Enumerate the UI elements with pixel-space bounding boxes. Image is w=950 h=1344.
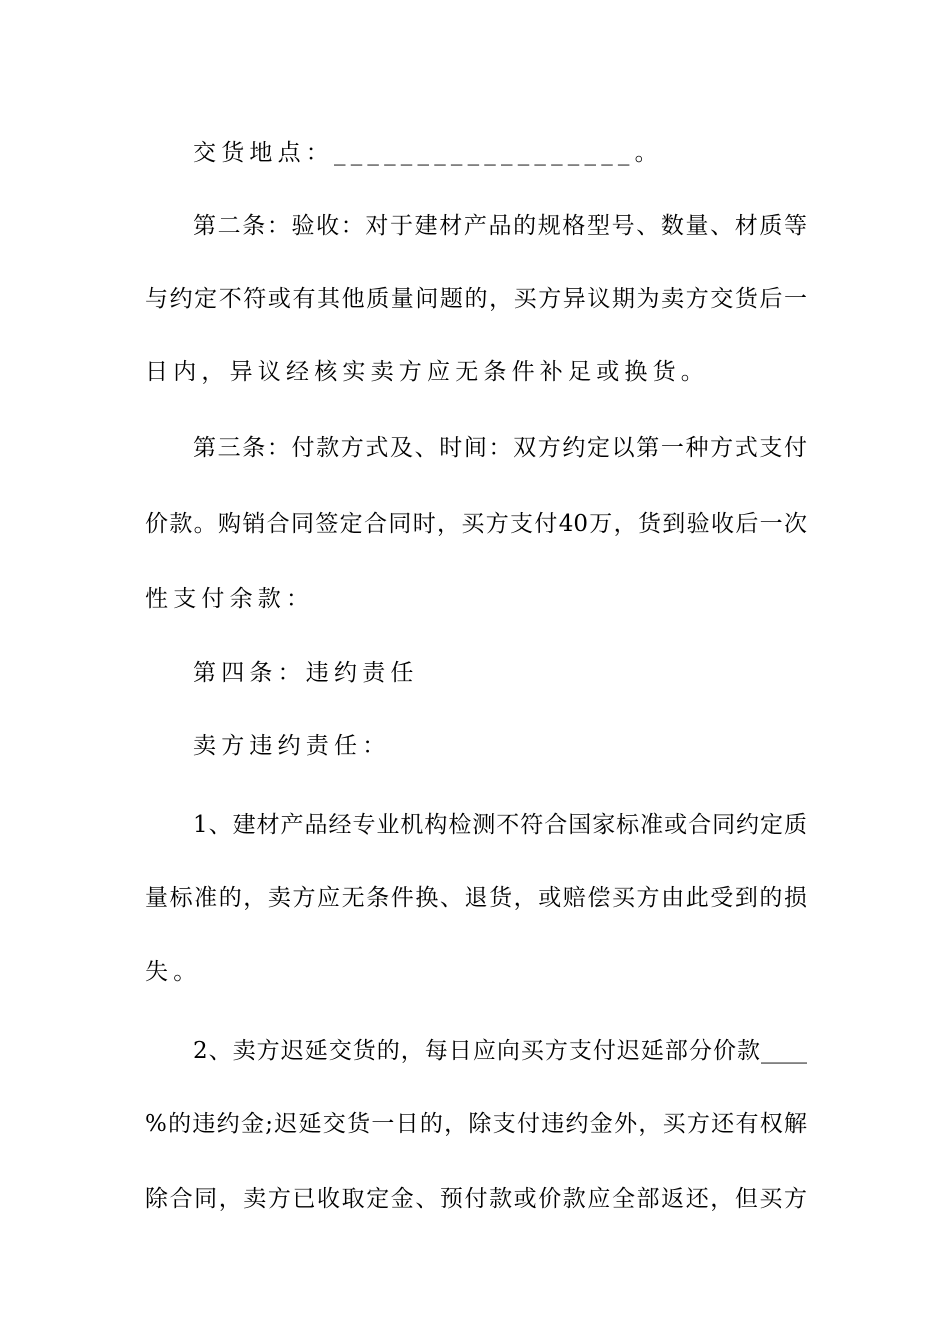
clause-1-line-2: 量标准的，卖方应无条件换、退货，或赔偿买方由此受到的损 (145, 885, 807, 911)
article-2-line-2: 与约定不符或有其他质量问题的，买方异议期为卖方交货后一 (145, 286, 807, 312)
article-3-line-3: 性支付余款： (145, 586, 315, 612)
clause-2-line-2: %的违约金;迟延交货一日的，除支付违约金外，买方还有权解 (145, 1111, 807, 1137)
article-3-line-1: 第三条：付款方式及、时间：双方约定以第一种方式支付 (193, 435, 807, 461)
clause-1-line-1: 1、建材产品经专业机构检测不符合国家标准或合同约定质 (193, 812, 807, 838)
clause-1-line-3: 失。 (145, 959, 202, 985)
delivery-location-line: 交货地点：__________________。 (193, 140, 663, 166)
article-2-line-3: 日内，异议经核实卖方应无条件补足或换货。 (145, 359, 709, 385)
clause-2-line-3: 除合同，卖方已收取定金、预付款或价款应全部返还，但买方 (145, 1186, 807, 1212)
article-4-heading: 第四条：违约责任 (193, 660, 419, 686)
seller-liability-heading: 卖方违约责任： (193, 733, 391, 759)
article-3-line-2: 价款。购销合同签定合同时，买方支付40万，货到验收后一次 (145, 511, 807, 537)
article-2-line-1: 第二条：验收：对于建材产品的规格型号、数量、材质等 (193, 213, 807, 239)
clause-2-line-1: 2、卖方迟延交货的，每日应向买方支付迟延部分价款____ (193, 1038, 807, 1064)
